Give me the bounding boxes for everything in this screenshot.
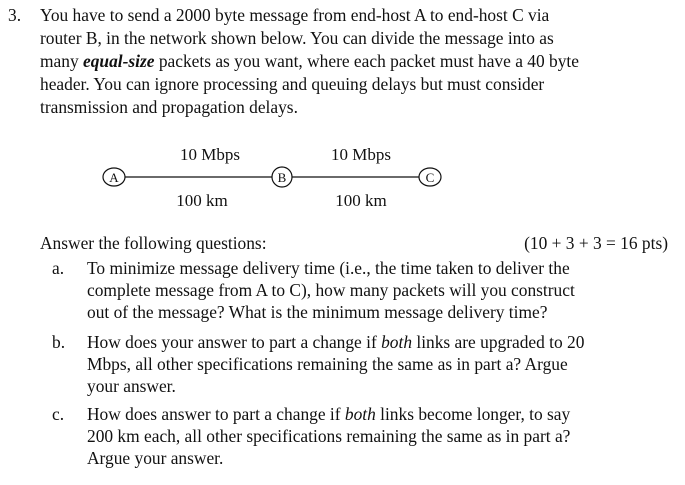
question-number: 3. bbox=[8, 5, 22, 25]
intro-line: many equal-size packets as you want, where each packet must have a 40 byte bbox=[40, 51, 579, 71]
points-total: (10 + 3 + 3 = 16 pts) bbox=[524, 233, 668, 253]
answers-header bbox=[40, 232, 668, 255]
link-a-b-distance: 100 km bbox=[176, 191, 228, 210]
intro-line: You have to send a 2000 byte message from end-host A to end-host C via bbox=[40, 5, 550, 25]
intro-line: router B, in the network shown below. You can divide the message into as bbox=[40, 28, 554, 48]
part-a-text: To minimize message delivery time (i.e., the time taken to deliver the complete message from A to C), how many packets will you construct out of the message? What is the minimum message delivery time? bbox=[87, 258, 575, 322]
emphasis-both: both bbox=[381, 332, 413, 352]
intro-line: header. You can ignore processing and queuing delays but must consider bbox=[40, 74, 545, 94]
link-b-c-distance: 100 km bbox=[335, 191, 387, 210]
node-a-label: A bbox=[109, 170, 119, 185]
emphasis-both: both bbox=[344, 404, 376, 424]
emphasis-equal-size: equal-size bbox=[82, 51, 155, 71]
part-label: b. bbox=[52, 332, 66, 352]
intro-line: transmission and propagation delays. bbox=[40, 97, 298, 117]
node-c-label: C bbox=[425, 170, 435, 185]
node-b-label: B bbox=[277, 170, 287, 185]
part-b-text: How does your answer to part a change if both links are upgraded to 20 Mbps, all other specifications remaining the same as in part a? Argue your answer. bbox=[87, 332, 585, 396]
part-label: c. bbox=[52, 404, 65, 424]
part-c-text: How does answer to part a change if both links become longer, to say 200 km each, all other specifications remaining the same as in part a? Argue your answer. bbox=[87, 404, 571, 468]
part-label: a. bbox=[52, 258, 65, 278]
answers-header-text: Answer the following questions: bbox=[40, 233, 267, 253]
link-b-c-bandwidth: 10 Mbps bbox=[331, 145, 391, 164]
link-a-b-bandwidth: 10 Mbps bbox=[180, 145, 240, 164]
